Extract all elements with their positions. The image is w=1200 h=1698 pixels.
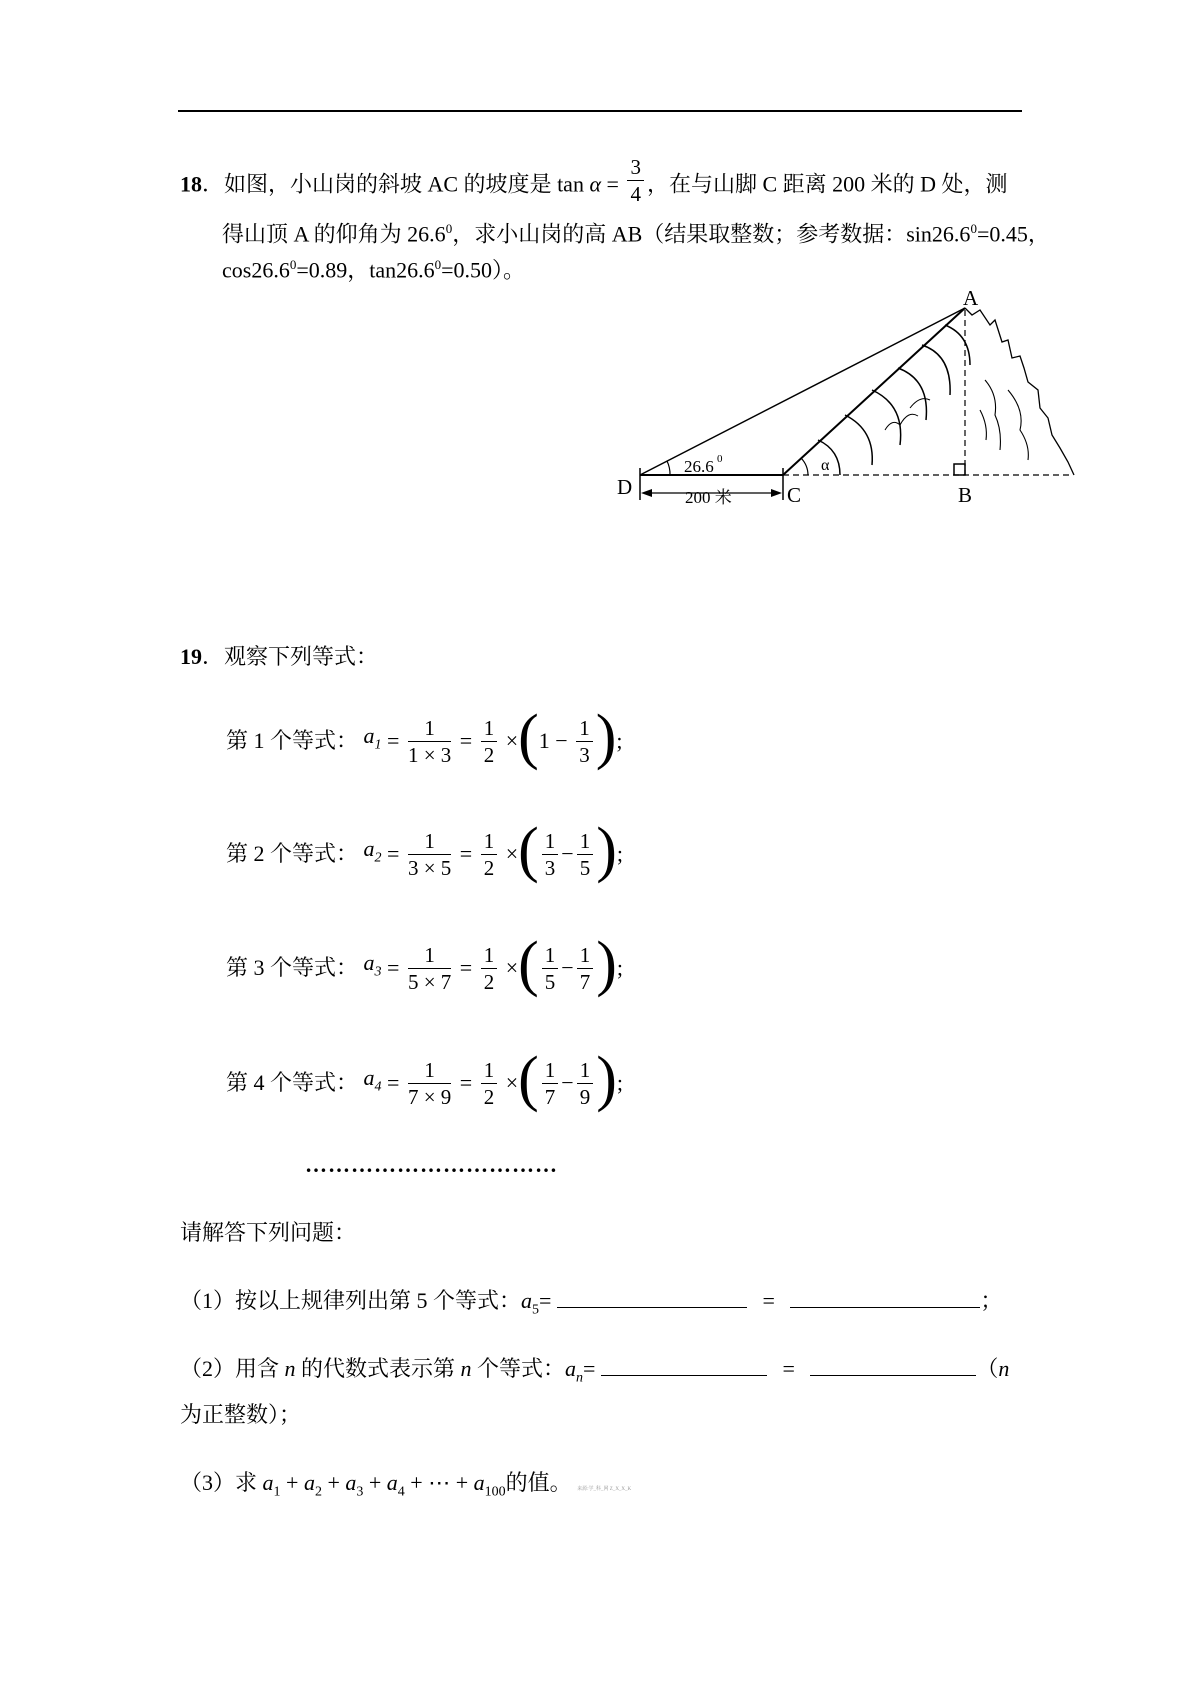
hill-arc-3 xyxy=(872,390,901,445)
p1-var: a xyxy=(521,1288,533,1313)
q18-text-2a: 得山顶 A 的仰角为 26.6 xyxy=(222,221,446,247)
q19-intro-line xyxy=(180,642,378,672)
eq2-frac1 xyxy=(542,828,559,881)
q18-deg-3: 0 xyxy=(289,257,297,272)
eq4-lparen: ( xyxy=(518,1045,539,1113)
q19-part2 xyxy=(180,1354,1009,1393)
eq4-rparen: ) xyxy=(596,1045,617,1113)
eq1-rparen: ) xyxy=(595,703,617,771)
eq1-eq1: = xyxy=(387,728,405,753)
eq3-frac1-num: 1 xyxy=(542,942,559,969)
p2-n3: n xyxy=(998,1356,1010,1381)
equation-4 xyxy=(226,1045,623,1114)
answer-blank-5b[interactable] xyxy=(790,1307,980,1308)
p3-sub100: 100 xyxy=(484,1484,506,1500)
eq3-frac2-den: 7 xyxy=(579,969,591,994)
eq2-frac1-num: 1 xyxy=(542,828,559,855)
eq1-b: 1 xyxy=(538,728,550,753)
p3-a1: a xyxy=(262,1470,274,1495)
hill-texture-1 xyxy=(885,414,918,430)
eq2-half-num: 1 xyxy=(481,828,498,855)
label-angle-C: α xyxy=(821,457,830,474)
eq2-frac1-den: 3 xyxy=(544,855,556,880)
p1-sub: 5 xyxy=(532,1302,540,1318)
eq3-frac2 xyxy=(577,942,594,995)
eq3-eq1: = xyxy=(387,955,405,980)
label-C: C xyxy=(787,483,802,507)
eq4-half-den: 2 xyxy=(483,1084,495,1109)
p2-n2: n xyxy=(460,1356,472,1381)
eq2-rparen: ) xyxy=(596,816,617,884)
eq4-frac1-den: 7 xyxy=(544,1084,556,1109)
eq3-frac2-num: 1 xyxy=(577,942,594,969)
eq4-minus: − xyxy=(561,1070,574,1095)
eq2-half xyxy=(481,828,498,881)
q18-deg-4: 0 xyxy=(434,257,442,272)
q18-text-3a: cos26.6 xyxy=(222,257,290,283)
q19-part1 xyxy=(180,1286,1002,1325)
eq4-frac-den: 7 × 9 xyxy=(407,1084,452,1109)
eq3-times: × xyxy=(505,955,519,980)
p2-prefix: （2）用含 xyxy=(180,1356,280,1381)
mountain-profile xyxy=(965,308,1074,475)
arrowhead-left xyxy=(641,489,652,497)
q18-frac-den: 4 xyxy=(630,182,641,206)
mountain-figure xyxy=(600,290,1090,520)
p2-var: a xyxy=(565,1356,577,1381)
q18-line3 xyxy=(222,250,525,285)
p3-sub4: 4 xyxy=(397,1484,405,1500)
p3-plus2: + xyxy=(321,1470,346,1495)
eq3-frac-num: 1 xyxy=(408,942,451,969)
q19-part2-line2: 为正整数）； xyxy=(180,1402,302,1427)
eq3-prefix: 第 3 个等式： xyxy=(226,955,359,980)
angle-arc-C xyxy=(801,458,808,475)
p2-eq: = xyxy=(583,1356,596,1381)
answer-blank-nb[interactable] xyxy=(810,1375,976,1376)
eq2-prefix: 第 2 个等式： xyxy=(226,841,359,866)
hill-arc-6 xyxy=(945,325,970,365)
q19-number: 19 xyxy=(180,644,202,669)
q19-intro: ．观察下列等式： xyxy=(202,644,379,669)
eq3-semicolon: ; xyxy=(616,955,623,980)
eq3-sub: 3 xyxy=(374,964,382,980)
q18-eq: = xyxy=(606,171,619,197)
q19-prompt: 请解答下列问题： xyxy=(180,1220,357,1245)
eq4-half xyxy=(481,1057,498,1110)
eq1-minus: − xyxy=(549,728,574,753)
eq2-frac-num: 1 xyxy=(408,828,451,855)
eq3-half-num: 1 xyxy=(481,942,498,969)
q18-number: 18 xyxy=(180,171,202,197)
eq2-var: $a_2$ xyxy=(363,836,382,866)
eq1-frac2-den: 3 xyxy=(579,742,590,767)
p1-eq: = xyxy=(539,1288,552,1313)
q18-text-2c: =0.45， xyxy=(976,221,1050,247)
eq4-var: $a_4$ xyxy=(363,1065,382,1095)
hill-arc-5 xyxy=(922,345,950,395)
eq4-frac2-den: 9 xyxy=(579,1084,591,1109)
q19-part3 xyxy=(180,1468,631,1507)
answer-blank-5a[interactable] xyxy=(557,1307,747,1308)
arrowhead-right xyxy=(771,489,782,497)
p2-sub: n xyxy=(576,1370,584,1386)
eq2-frac2-den: 5 xyxy=(579,855,591,880)
p3-a3: a xyxy=(345,1470,357,1495)
p2-mid3: = xyxy=(782,1356,795,1381)
label-B: B xyxy=(958,483,973,507)
p3-a2: a xyxy=(303,1470,315,1495)
p3-sub3: 3 xyxy=(356,1484,364,1500)
eq4-prefix: 第 4 个等式： xyxy=(226,1070,359,1095)
equation-2 xyxy=(226,816,623,885)
p2-n: n xyxy=(284,1356,296,1381)
mountain-texture-3 xyxy=(980,410,986,440)
ellipsis-dots: …………………………… xyxy=(305,1152,558,1177)
q18-line2 xyxy=(222,214,1050,249)
p2-mid: 的代数式表示第 xyxy=(301,1356,456,1381)
eq3-rparen: ) xyxy=(596,930,617,998)
mountain-texture-2 xyxy=(1008,390,1028,460)
q18-fraction xyxy=(627,154,644,207)
eq1-half xyxy=(481,715,498,768)
p3-a100: a xyxy=(473,1470,485,1495)
eq3-half-den: 2 xyxy=(483,969,495,994)
header-rule xyxy=(178,110,1022,112)
eq4-frac xyxy=(408,1057,451,1110)
eq1-sub: 1 xyxy=(374,737,382,753)
eq3-minus: − xyxy=(561,955,574,980)
eq4-eq2: = xyxy=(459,1070,478,1095)
q18-line1 xyxy=(180,155,1008,213)
eq2-frac-den: 3 × 5 xyxy=(407,855,452,880)
eq4-frac2 xyxy=(577,1057,594,1110)
eq4-semicolon: ; xyxy=(616,1070,623,1095)
label-A: A xyxy=(963,290,979,310)
q18-text-3b: =0.89，tan26.6 xyxy=(296,257,435,283)
label-angle-D-sup: 0 xyxy=(717,453,723,465)
line-DA xyxy=(640,308,965,475)
p2-end: （ xyxy=(976,1356,999,1381)
eq4-times: × xyxy=(505,1070,519,1095)
eq1-half-den: 2 xyxy=(483,742,495,767)
p1-mid: = xyxy=(762,1288,775,1313)
eq2-frac2-num: 1 xyxy=(577,828,594,855)
eq1-eq2: = xyxy=(459,728,478,753)
p3-plus3: + xyxy=(363,1470,387,1495)
eq2-minus: − xyxy=(561,841,574,866)
eq2-times: × xyxy=(505,841,519,866)
p3-sub1: 1 xyxy=(273,1484,281,1500)
eq3-frac-den: 5 × 7 xyxy=(407,969,452,994)
equation-1 xyxy=(226,703,623,772)
hill-arc-4 xyxy=(898,368,926,420)
hill-arc-2 xyxy=(845,415,872,465)
eq2-frac2 xyxy=(577,828,594,881)
mountain-texture-1 xyxy=(985,380,1000,450)
eq2-sub: 2 xyxy=(374,850,382,866)
q18-frac-num: 3 xyxy=(627,154,644,181)
eq4-frac2-num: 1 xyxy=(577,1057,594,1084)
eq1-frac-num: 1 xyxy=(408,715,451,742)
q18-text-2b: ，求小山岗的高 AB（结果取整数；参考数据：sin26.6 xyxy=(452,221,971,247)
p3-prefix: （3）求 xyxy=(180,1470,258,1495)
q18-text-3c: =0.50）。 xyxy=(441,257,526,283)
eq1-lparen: ( xyxy=(518,703,539,771)
eq4-frac1-num: 1 xyxy=(542,1057,559,1084)
q18-deg-2: 0 xyxy=(970,221,977,236)
label-D: D xyxy=(617,475,633,499)
right-angle-mark xyxy=(954,464,965,475)
equation-3 xyxy=(226,930,623,999)
eq2-eq2: = xyxy=(459,841,478,866)
eq1-frac2 xyxy=(576,715,593,768)
label-distance: 200 米 xyxy=(685,488,732,507)
eq3-frac1 xyxy=(542,942,559,995)
label-angle-D: 26.6 xyxy=(684,457,714,476)
eq4-frac1 xyxy=(542,1057,559,1110)
p3-sub2: 2 xyxy=(314,1484,322,1500)
p3-plus1: + xyxy=(280,1470,304,1495)
eq2-frac xyxy=(408,828,451,881)
eq3-frac xyxy=(408,942,451,995)
eq4-eq1: = xyxy=(387,1070,405,1095)
q18-text-1b: ，在与山脚 C 距离 200 米的 D 处，测 xyxy=(646,171,1008,197)
watermark-text: 来源:学_科_网 Z_X_X_K xyxy=(577,1487,632,1492)
q18-text-1a: ．如图，小山岗的斜坡 AC 的坡度是 tan xyxy=(202,171,584,197)
p3-a4: a xyxy=(386,1470,398,1495)
eq1-frac2-num: 1 xyxy=(576,715,593,742)
eq2-semicolon: ; xyxy=(616,841,623,866)
q18-deg-1: 0 xyxy=(445,221,453,236)
answer-blank-na[interactable] xyxy=(601,1375,767,1376)
eq1-frac-den: 1 × 3 xyxy=(407,742,452,767)
eq3-frac1-den: 5 xyxy=(544,969,556,994)
eq3-half xyxy=(481,942,498,995)
eq1-semicolon: ; xyxy=(616,728,623,753)
p3-plus4: + ⋯ + xyxy=(404,1470,474,1495)
eq3-lparen: ( xyxy=(518,930,539,998)
q18-alpha: α xyxy=(589,171,602,197)
eq2-lparen: ( xyxy=(518,816,539,884)
eq4-half-num: 1 xyxy=(481,1057,498,1084)
eq1-frac xyxy=(408,715,451,768)
eq3-var: $a_3$ xyxy=(363,950,382,980)
eq1-var: $a_1$ xyxy=(363,723,382,753)
eq2-half-den: 2 xyxy=(483,855,495,880)
eq4-sub: 4 xyxy=(374,1079,382,1095)
p2-mid2: 个等式： xyxy=(477,1356,566,1381)
eq1-prefix: 第 1 个等式： xyxy=(226,728,359,753)
angle-arc-D xyxy=(667,461,670,475)
eq1-times: × xyxy=(505,728,519,753)
p3-end: 的值。 xyxy=(505,1470,572,1495)
eq2-eq1: = xyxy=(387,841,405,866)
eq4-frac-num: 1 xyxy=(408,1057,451,1084)
eq3-eq2: = xyxy=(459,955,478,980)
eq1-half-num: 1 xyxy=(481,715,498,742)
p1-prefix: （1）按以上规律列出第 5 个等式： xyxy=(180,1288,522,1313)
p1-end: ； xyxy=(980,1288,1003,1313)
